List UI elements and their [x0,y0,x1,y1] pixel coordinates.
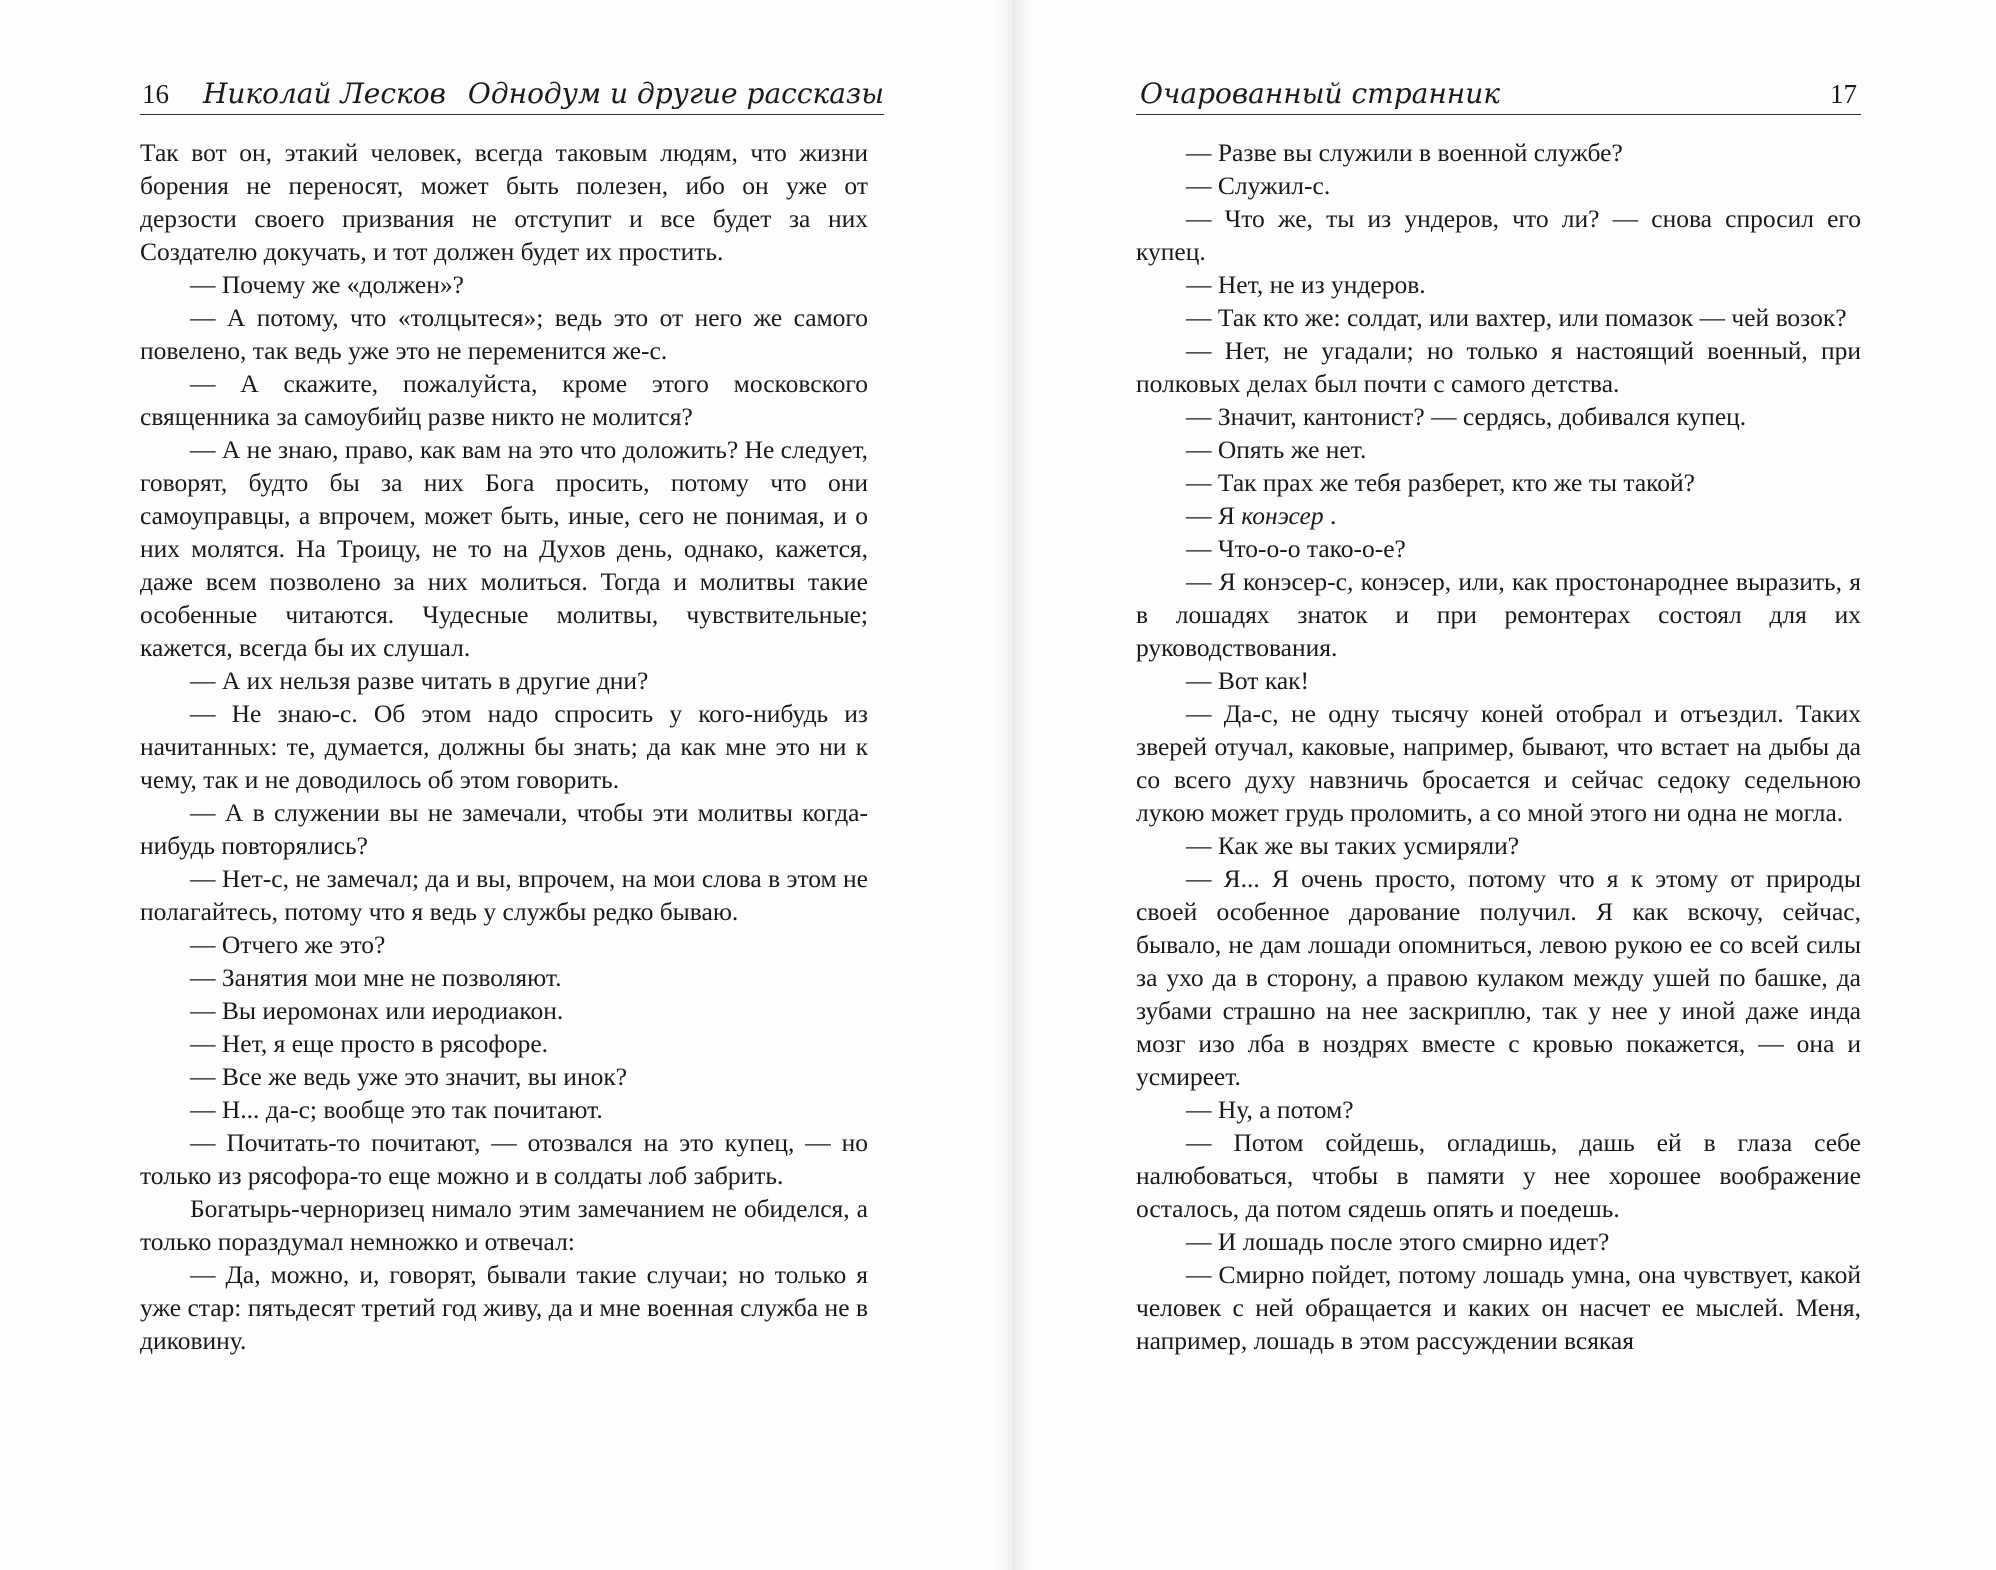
paragraph: — И лошадь после этого смирно идет? [1186,1227,1610,1256]
paragraph: — Занятия мои мне не позволяют. [190,963,562,992]
paragraph-konesser: — Я конэсер . [1186,501,1337,530]
paragraph: — Что же, ты из ундеров, что ли? — снова спросил его купец. [1136,204,1861,266]
paragraph: — Н... да-с; вообще это так почитают. [190,1095,603,1124]
paragraph: — Значит, кантонист? — сердясь, добивался купец. [1186,402,1747,431]
paragraph: — А в служении вы не замечали, чтобы эти молитвы когда-нибудь повторялись? [140,798,868,860]
paragraph: — Разве вы служили в военной службе? [1186,138,1623,167]
paragraph: Так вот он, этакий человек, всегда таковым людям, что жизни борения не переносят, может быть полезен, ибо он уже от дерзости своего призвания не отступит и все будет за них Создателю докучать, и тот должен будет их простить. [140,138,868,266]
paragraph: — Смирно пойдет, потому лошадь умна, она чувствует, какой человек с ней обращается и каких он насчет ее мыслей. Меня, например, лошадь в этом рассуждении всякая [1136,1260,1861,1355]
paragraph: — Да, можно, и, говорят, бывали такие случаи; но только я уже стар: пятьдесят третий год живу, да и мне военная служба не в диковину. [140,1260,868,1355]
paragraph: — Да-с, не одну тысячу коней отобрал и отъездил. Таких зверей отучал, каковые, например, бывают, что встает на дыбы да со всего духу навзничь бросается и сейчас седоку седельною лукою может грудь проломить, а со мной этого ни одна не могла. [1136,699,1861,827]
left-running-head [203,77,884,110]
right-page-header [1136,66,1861,115]
paragraph: — Все же ведь уже это значит, вы инок? [190,1062,628,1091]
paragraph: — Как же вы таких усмиряли? [1186,831,1520,860]
paragraph: — Нет, не угадали; но только я настоящий военный, при полковых делах был почти с самого детства. [1136,336,1861,398]
paragraph: — Я конэсер-с, конэсер, или, как простонароднее выразить, я в лошадях знаток и при ремонтерах состоял для их руководствования. [1136,567,1861,662]
running-head-book-title: Однодум и другие рассказы [467,77,884,110]
paragraph: — Почитать-то почитают, — отозвался на это купец, — но только из рясофора-то еще можно и в солдаты лоб забрить. [140,1128,868,1190]
paragraph: — Нет-с, не замечал; да и вы, впрочем, на мои слова в этом не полагайтесь, потому что я ведь у службы редко бываю. [140,864,868,926]
paragraph: — Служил-с. [1186,171,1331,200]
paragraph: Богатырь-черноризец нимало этим замечанием не обиделся, а только пораздумал немножко и отвечал: [140,1194,868,1256]
italic-term: конэсер [1241,501,1324,530]
paragraph: — Опять же нет. [1186,435,1367,464]
paragraph: — А их нельзя разве читать в другие дни? [190,666,649,695]
paragraph: — Что-о-о тако-о-е? [1186,534,1406,563]
paragraph: — Вот как! [1186,666,1310,695]
paragraph: — Вы иеромонах или иеродиакон. [190,996,564,1025]
paragraph: — Ну, а потом? [1186,1095,1354,1124]
left-page-number: 16 [142,79,169,109]
paragraph: — Не знаю-с. Об этом надо спросить у кого-нибудь из начитанных: те, думается, должны бы знать; да как мне это ни к чему, так и не доводилось об этом говорить. [140,699,868,794]
paragraph: — А скажите, пожалуйста, кроме этого московского священника за самоубийц разве никто не молится? [140,369,868,431]
left-page-header [140,66,884,115]
paragraph: — Отчего же это? [190,930,386,959]
paragraph: — Почему же «должен»? [190,270,464,299]
running-head-author: Николай Лесков [202,77,446,110]
paragraph: — А потому, что «толцытеся»; ведь это от него же самого повелено, так ведь уже это не переменится же-с. [140,303,868,365]
paragraph: — Я... Я очень просто, потому что я к этому от природы своей особенное дарование получил. Я как вскочу, сейчас, бывало, не дам лошади опомниться, левою рукою ее со всей силы за ухо да в сторону, а правою кулаком между ушей по башке, да зубами страшно на нее заскриплю, так у нее у иной даже инда мозг изо лба в ноздрях вместе с кровью покажется, — она и усмиреет. [1136,864,1861,1091]
paragraph: — Так кто же: солдат, или вахтер, или помазок — чей возок? [1186,303,1847,332]
paragraph: — Так прах же тебя разберет, кто же ты такой? [1186,468,1695,497]
paragraph: — Нет, не из ундеров. [1186,270,1426,299]
right-page-number: 17 [1830,79,1857,109]
paragraph: — Потом сойдешь, огладишь, дашь ей в глаза себе налюбоваться, чтобы в памяти у нее хорошее воображение осталось, да потом сядешь опять и поедешь. [1136,1128,1861,1223]
right-page [1000,0,1996,1570]
right-running-head: Очарованный странник [1140,77,1500,110]
paragraph: — А не знаю, право, как вам на это что доложить? Не следует, говорят, будто бы за них Бога просить, потому что они самоуправцы, а впрочем, может быть, иные, сего не понимая, и о них молятся. На Троицу, не то на Духов день, однако, кажется, даже всем позволено за них молиться. Тогда и молитвы такие особенные читаются. Чудесные молитвы, чувствительные; кажется, всегда бы их слушал. [140,435,868,662]
paragraph: — Нет, я еще просто в рясофоре. [190,1029,549,1058]
right-page-text [1136,136,1861,1357]
left-page-text [140,136,868,1357]
